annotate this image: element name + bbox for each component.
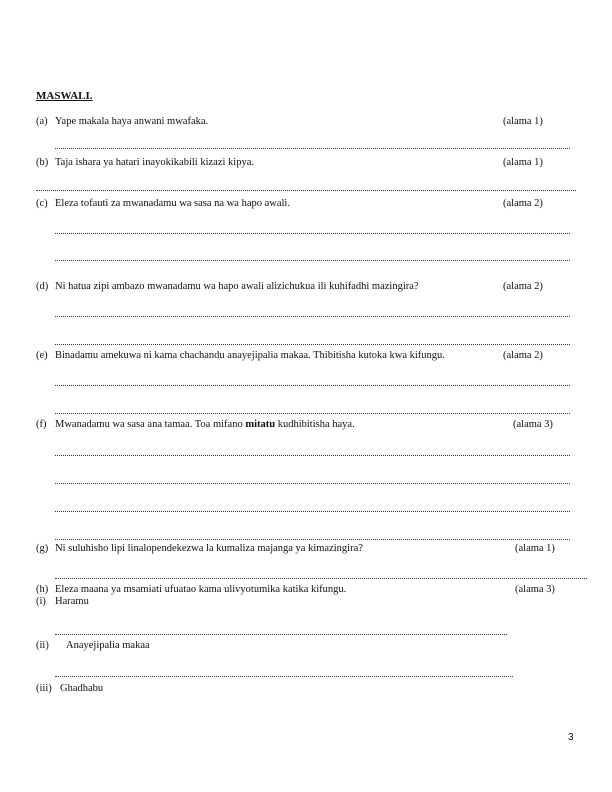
question-f-emphasis: mitatu — [245, 419, 276, 430]
question-d-marks: (alama 2) — [503, 281, 543, 292]
question-g-text: Ni suluhisho lipi linalopendekezwa la kumaliza majanga ya kimazingira? — [55, 543, 363, 554]
vocab-label: (i) — [36, 596, 46, 607]
vocab-word: Haramu — [55, 596, 89, 607]
answer-line[interactable] — [55, 385, 570, 386]
question-b-label: (b) — [36, 157, 49, 168]
question-f-marks: (alama 3) — [513, 419, 553, 430]
question-e-text: Binadamu amekuwa ni kama chachandu anayejipalia makaa. Thibitisha kutoka kwa kifungu. — [55, 350, 445, 361]
answer-line[interactable] — [36, 190, 576, 191]
question-a-label: (a) — [36, 116, 48, 127]
answer-line[interactable] — [55, 316, 570, 317]
page-title: MASWALI. — [36, 90, 93, 102]
question-a-text: Yape makala haya anwani mwafaka. — [55, 116, 209, 127]
answer-line[interactable] — [55, 233, 570, 234]
question-c-marks: (alama 2) — [503, 198, 543, 209]
answer-line[interactable] — [55, 676, 513, 677]
answer-line[interactable] — [55, 578, 587, 579]
question-h-marks: (alama 3) — [515, 584, 555, 595]
answer-line[interactable] — [55, 148, 570, 149]
answer-line[interactable] — [55, 260, 570, 261]
vocab-word: Ghadhabu — [60, 683, 104, 694]
question-g-marks: (alama 1) — [515, 543, 555, 554]
answer-line[interactable] — [55, 483, 570, 484]
question-c-label: (c) — [36, 198, 48, 209]
question-c-text: Eleza tofauti za mwanadamu wa sasa na wa hapo awali. — [55, 198, 290, 209]
question-d-text: Ni hatua zipi ambazo mwanadamu wa hapo awali alizichukua ili kuhifadhi mazingira? — [55, 281, 419, 292]
question-b-marks: (alama 1) — [503, 157, 543, 168]
vocab-label: (iii) — [36, 683, 52, 694]
question-b-text: Taja ishara ya hatari inayokikabili kizazi kipya. — [55, 157, 254, 168]
question-e-marks: (alama 2) — [503, 350, 543, 361]
question-d-label: (d) — [36, 281, 49, 292]
answer-line[interactable] — [55, 413, 570, 414]
answer-line[interactable] — [55, 455, 570, 456]
question-e-label: (e) — [36, 350, 48, 361]
question-h-text: Eleza maana ya msamiati ufuatao kama ulivyotumika katika kifungu. — [55, 584, 347, 595]
answer-line[interactable] — [55, 511, 570, 512]
question-f-text — [55, 419, 355, 430]
vocab-label: (ii) — [36, 640, 49, 651]
question-f-text-start: Mwanadamu wa sasa ana tamaa. Toa mifano — [55, 419, 246, 430]
question-f-label: (f) — [36, 419, 47, 430]
answer-line[interactable] — [55, 344, 570, 345]
question-g-label: (g) — [36, 543, 49, 554]
page-number: 3 — [568, 732, 574, 743]
question-a-marks: (alama 1) — [503, 116, 543, 127]
answer-line[interactable] — [55, 539, 570, 540]
answer-line[interactable] — [55, 634, 507, 635]
question-f-text-end: kudhibitisha haya. — [275, 419, 355, 430]
question-h-label: (h) — [36, 584, 49, 595]
vocab-word: Anayejipalia makaa — [66, 640, 150, 651]
